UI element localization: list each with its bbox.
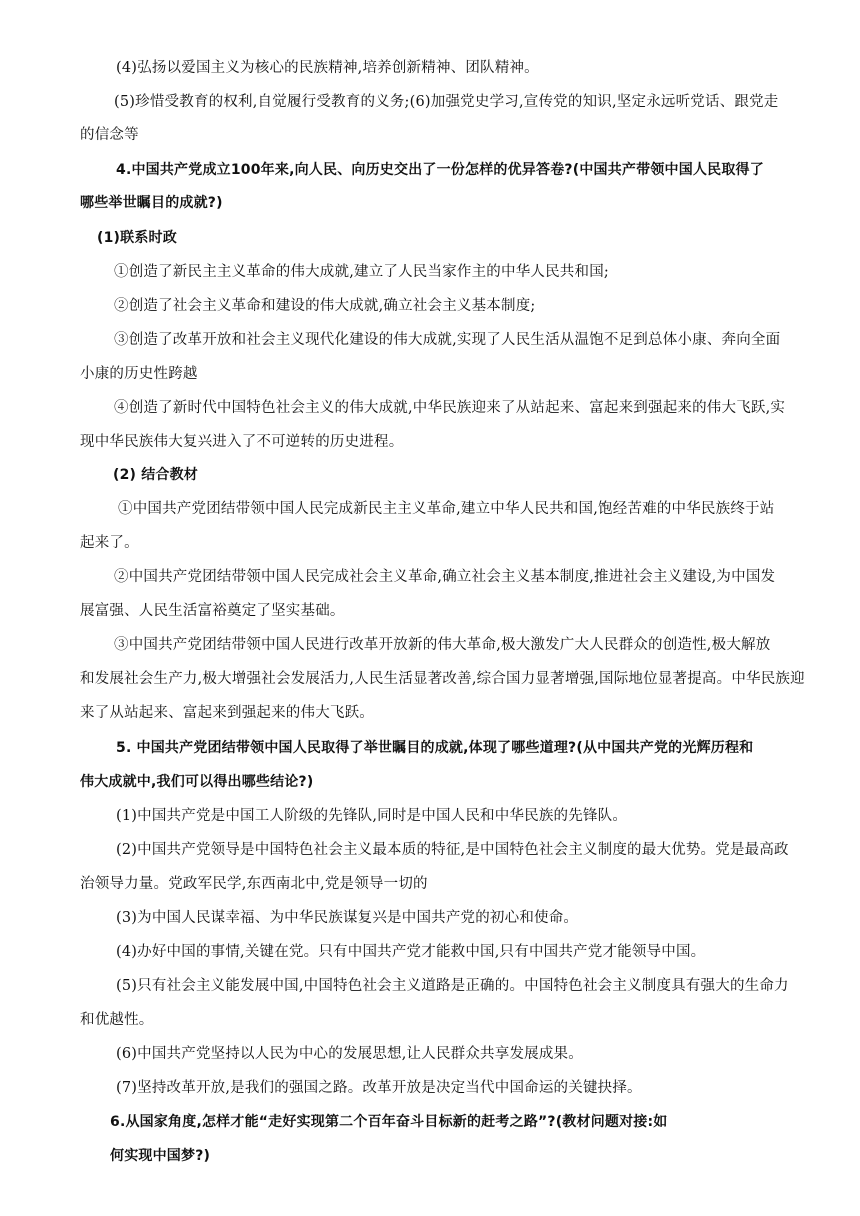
text-line: (1)中国共产党是中国工人阶级的先锋队,同时是中国人民和中华民族的先锋队。	[116, 808, 628, 824]
text-line: (4)办好中国的事情,关键在党。只有中国共产党才能救中国,只有中国共产党才能领导中国。	[116, 944, 706, 960]
question-heading: 5. 中国共产党团结带领中国人民取得了举世瞩目的成就,体现了哪些道理?(从中国共产党的光辉历程和	[116, 740, 754, 756]
text-line: (7)坚持改革开放,是我们的强国之路。改革开放是决定当代中国命运的关键抉择。	[116, 1080, 642, 1096]
question-heading: 伟大成就中,我们可以得出哪些结论?)	[80, 774, 314, 790]
text-line: ①中国共产党团结带领中国人民完成新民主主义革命,建立中华人民共和国,饱经苦难的中华民族终于站	[118, 501, 775, 517]
text-line: ③中国共产党团结带领中国人民进行改革开放新的伟大革命,极大激发广大人民群众的创造性,极大解放	[114, 637, 771, 653]
question-heading: 4.中国共产党成立100年来,向人民、向历史交出了一份怎样的优异答卷?(中国共产带领中国人民取得了	[116, 162, 764, 178]
text-line: 的信念等	[80, 127, 139, 143]
subheading: (1)联系时政	[97, 230, 177, 246]
text-line: 来了从站起来、富起来到强起来的伟大飞跃。	[80, 705, 374, 721]
text-line: 展富强、人民生活富裕奠定了坚实基础。	[80, 603, 345, 619]
text-line: ④创造了新时代中国特色社会主义的伟大成就,中华民族迎来了从站起来、富起来到强起来的伟大飞跃,实	[114, 400, 786, 416]
text-line: 现中华民族伟大复兴进入了不可逆转的历史进程。	[80, 434, 404, 450]
question-heading: 哪些举世瞩目的成就?)	[80, 195, 223, 211]
question-heading: 何实现中国梦?)	[110, 1148, 211, 1164]
text-line: 起来了。	[80, 535, 139, 551]
text-line: ①创造了新民主主义革命的伟大成就,建立了人民当家作主的中华人民共和国;	[114, 264, 609, 280]
text-line: ③创造了改革开放和社会主义现代化建设的伟大成就,实现了人民生活从温饱不足到总体小康、奔向全面	[114, 332, 781, 348]
text-line: (5)珍惜受教育的权利,自觉履行受教育的义务;(6)加强党史学习,宣传党的知识,坚定永远听党话、跟党走	[114, 94, 779, 110]
text-line: 小康的历史性跨越	[80, 366, 198, 382]
text-line: 和优越性。	[80, 1012, 154, 1028]
text-line: ②中国共产党团结带领中国人民完成社会主义革命,确立社会主义基本制度,推进社会主义建设,为中国发	[114, 569, 776, 585]
text-line: (5)只有社会主义能发展中国,中国特色社会主义道路是正确的。中国特色社会主义制度具有强大的生命力	[116, 978, 789, 994]
subheading: (2) 结合教材	[113, 467, 199, 483]
text-line: (4)弘扬以爱国主义为核心的民族精神,培养创新精神、团队精神。	[116, 60, 539, 76]
text-line: (6)中国共产党坚持以人民为中心的发展思想,让人民群众共享发展成果。	[116, 1046, 583, 1062]
question-heading: 6.从国家角度,怎样才能“走好实现第二个百年奋斗目标新的赶考之路”?(教材问题对接:如	[110, 1114, 668, 1130]
text-line: (2)中国共产党领导是中国特色社会主义最本质的特征,是中国特色社会主义制度的最大优势。党是最高政	[116, 842, 789, 858]
text-line: (3)为中国人民谋幸福、为中华民族谋复兴是中国共产党的初心和使命。	[116, 910, 579, 926]
text-line: 和发展社会生产力,极大增强社会发展活力,人民生活显著改善,综合国力显著增强,国际地位显著提高。中华民族迎	[80, 671, 805, 687]
text-line: 治领导力量。党政军民学,东西南北中,党是领导一切的	[80, 876, 428, 892]
text-line: ②创造了社会主义革命和建设的伟大成就,确立社会主义基本制度;	[114, 298, 536, 314]
